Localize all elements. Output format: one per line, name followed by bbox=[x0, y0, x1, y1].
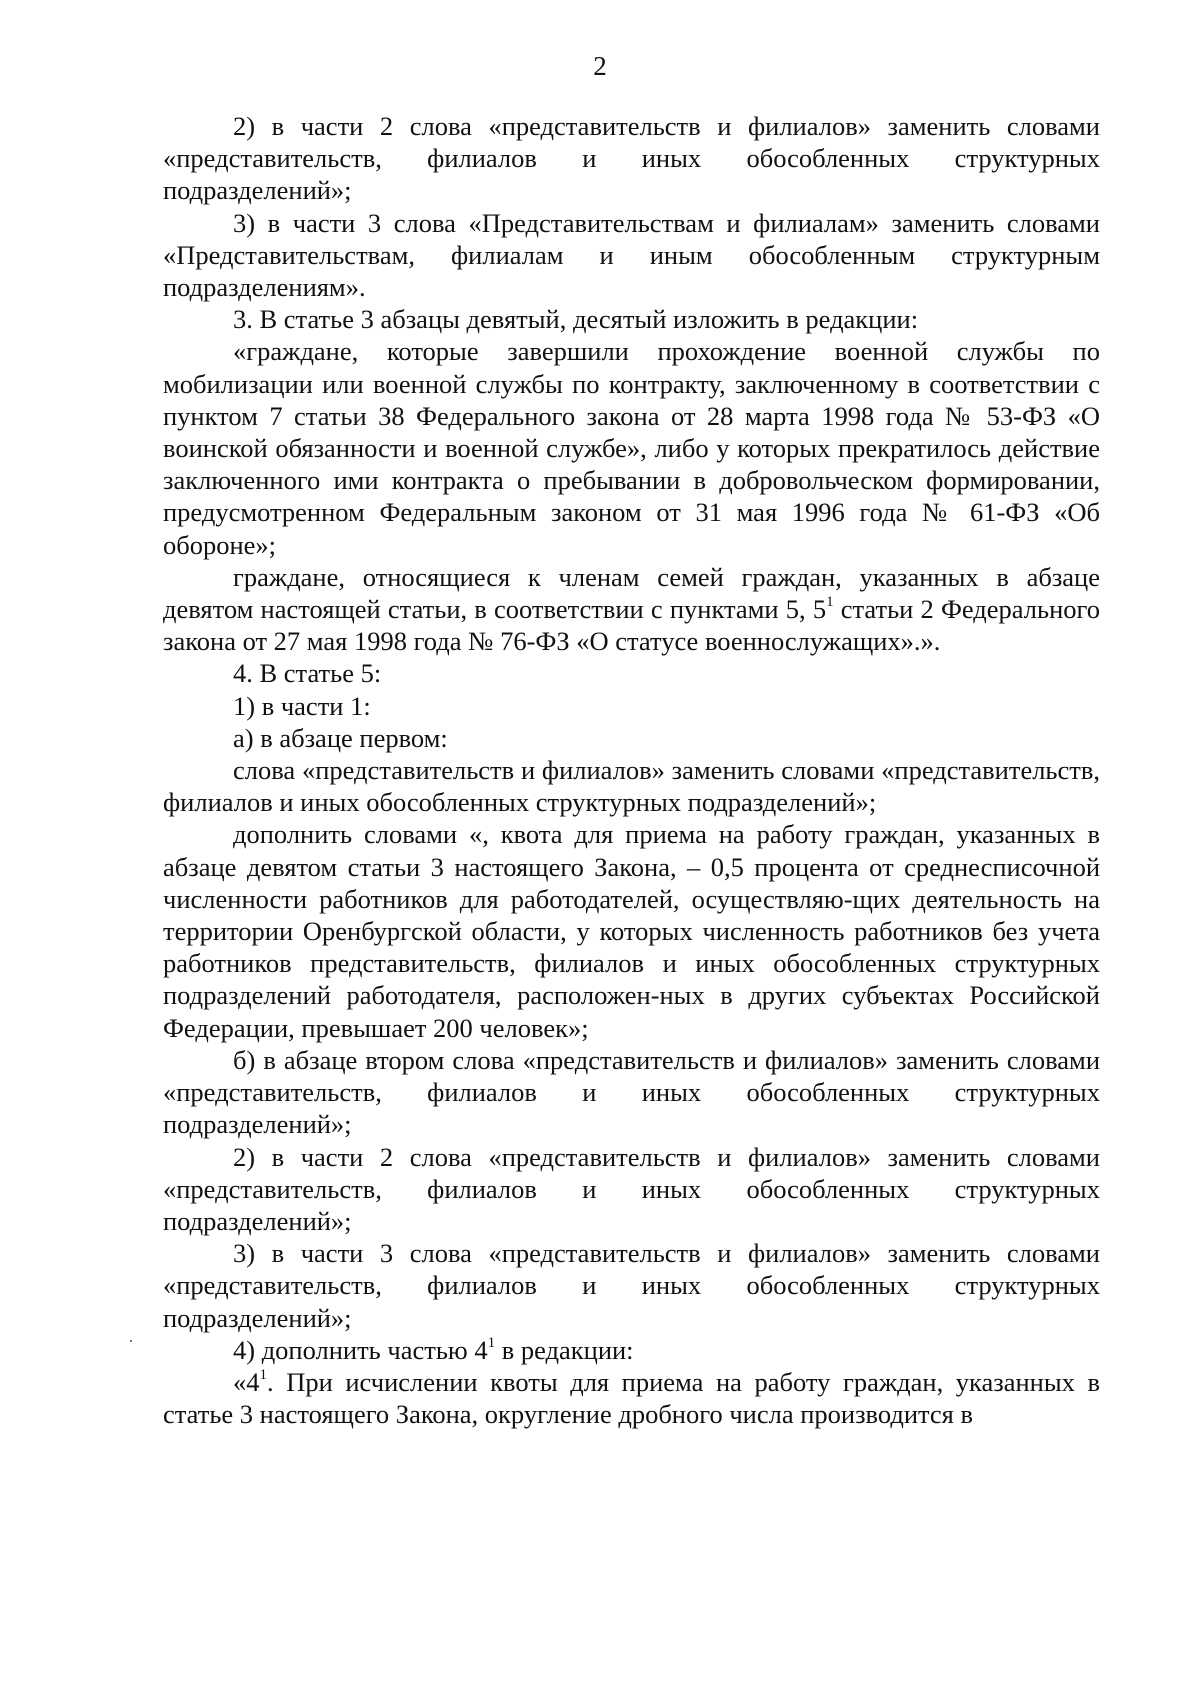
paragraph bbox=[163, 1366, 1100, 1430]
document-body bbox=[163, 110, 1100, 1430]
paragraph: слова «представительств и филиалов» заменить словами «представительств, филиалов и иных обособленных структурных подразделений»; bbox=[163, 755, 1100, 818]
paragraph: 2) в части 2 слова «представительств и филиалов» заменить словами «представительств, филиалов и иных обособленных структурных подразделений»; bbox=[163, 111, 1100, 206]
paragraph: 3) в части 3 слова «Представительствам и филиалам» заменить словами «Представительствам, филиалам и иным обособленным структурным подразделениям». bbox=[163, 207, 1100, 303]
paragraph-text: 4) дополнить частью 4 bbox=[233, 1334, 488, 1365]
paragraph: 1) в части 1: bbox=[233, 690, 371, 721]
paragraph-text: в редакции: bbox=[495, 1334, 634, 1365]
paragraph bbox=[163, 561, 1100, 658]
paragraph-text: граждане, относящиеся к членам семей граждан, указанных в абзаце девятом настоящей статьи, в соответствии с пунктами 5, 5 bbox=[163, 561, 1100, 625]
paragraph-text: статьи 2 Федерального закона от 27 мая 1998 года № 76-ФЗ «О статусе военнослужащих».». bbox=[163, 594, 1101, 657]
paragraph: а) в абзаце первом: bbox=[233, 722, 448, 753]
paragraph: 3. В статье 3 абзацы девятый, десятый изложить в редакции: bbox=[233, 304, 919, 335]
paragraph: дополнить словами «, квота для приема на работу граждан, указанных в абзаце девятом статьи 3 настоящего Закона, – 0,5 процента от среднесписочной численности работников для работодателей, осуществляю-щих деятельность на территории Оренбургской области, у которых численность работников без учета работников представительств, филиалов и иных обособленных структурных подразделений работодателя, расположен-ных в других субъектах Российской Федерации, превышает 200 человек»; bbox=[163, 819, 1100, 1043]
paragraph-text: . При исчислении квоты для приема на работу граждан, указанных в статье 3 настоящего Закона, округление дробного числа производится в bbox=[163, 1366, 1100, 1430]
paragraph-text: «4 bbox=[233, 1366, 260, 1397]
scan-artifact bbox=[130, 1340, 132, 1342]
paragraph: б) в абзаце втором слова «представительств и филиалов» заменить словами «представительств, филиалов и иных обособленных структурных подразделений»; bbox=[163, 1044, 1100, 1140]
superscript: 1 bbox=[259, 1366, 267, 1383]
page-number: 2 bbox=[593, 51, 607, 81]
paragraph: 3) в части 3 слова «представительств и филиалов» заменить словами «представительств, филиалов и иных обособленных структурных подразделений»; bbox=[163, 1238, 1100, 1333]
paragraph bbox=[163, 1334, 1100, 1366]
paragraph: 4. В статье 5: bbox=[233, 658, 382, 689]
paragraph: 2) в части 2 слова «представительств и филиалов» заменить словами «представительств, филиалов и иных обособленных структурных подразделений»; bbox=[163, 1141, 1100, 1236]
paragraph: «граждане, которые завершили прохождение военной службы по мобилизации или военной службы по контракту, заключенному в соответствии с пунктом 7 статьи 38 Федерального закона от 28 марта 1998 года № 53-ФЗ «О воинской обязанности и военной службе», либо у которых прекратилось действие заключенного ими контракта о пребывании в добровольческом формировании, предусмотренном Федеральным законом от 31 мая 1996 года № 61-ФЗ «Об обороне»; bbox=[163, 336, 1100, 560]
superscript: 1 bbox=[826, 594, 834, 611]
superscript: 1 bbox=[487, 1334, 496, 1351]
